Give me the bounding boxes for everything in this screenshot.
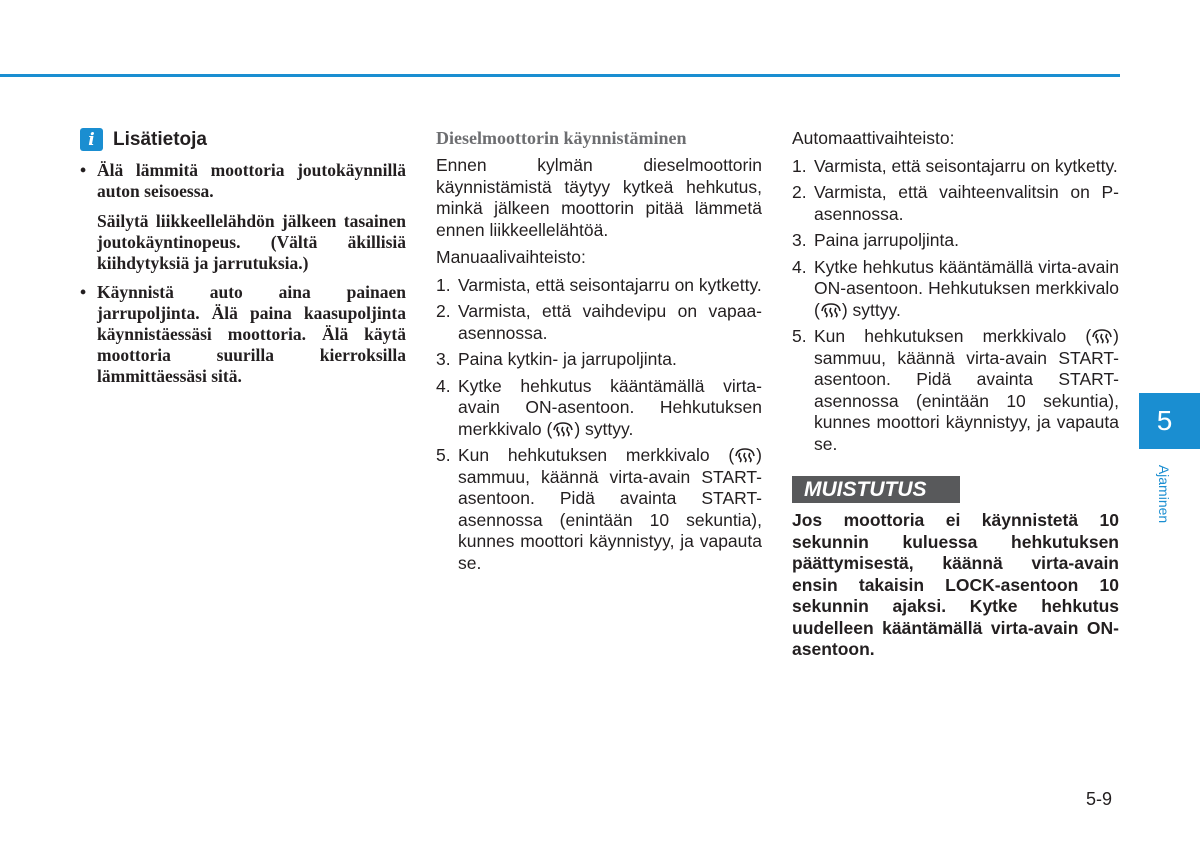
list-number: 3. — [792, 230, 807, 250]
notice-text: Jos moottoria ei käynnistetä 10 sekunnin kuluessa hehkutuksen päättymisestä, käännä virta-avain ensin takaisin LOCK-asentoon 10 sekunnin ajaksi. Kytke hehkutus uudelleen kääntämällä virta-avain ON-asentoon. — [792, 510, 1119, 659]
auto-label: Automaattivaihteisto: — [792, 128, 955, 148]
automatic-section — [792, 128, 1119, 661]
list-number: 4. — [436, 375, 451, 396]
manual-label: Manuaalivaihteisto: — [436, 247, 586, 267]
list-text — [814, 257, 1119, 322]
list-number: 1. — [436, 274, 451, 295]
notice-header — [792, 476, 1119, 503]
chapter-tab: 5 — [1139, 393, 1200, 449]
info-header — [80, 128, 406, 151]
list-text: Varmista, että seisontajarru on kytketty. — [458, 274, 762, 295]
list-item — [436, 301, 762, 344]
list-item — [436, 275, 762, 297]
list-text: Varmista, että seisontajarru on kytketty. — [814, 155, 1118, 176]
list-text-part: Kytke hehkutus kääntämällä virta-avain ON-asentoon. Hehkutuksen merkkivalo ( — [458, 375, 762, 439]
list-text: Paina jarrupoljinta. — [814, 230, 959, 250]
glow-plug-indicator-icon — [552, 421, 574, 437]
list-item — [792, 257, 1119, 322]
list-number: 1. — [792, 155, 807, 176]
info-box — [80, 128, 406, 396]
list-number: 3. — [436, 349, 451, 369]
list-text-part: ) syttyy. — [574, 418, 634, 439]
list-number: 2. — [792, 182, 807, 202]
list-number: 5. — [436, 445, 451, 465]
info-title: Lisätietoja — [113, 128, 207, 150]
notice-label: MUISTUTUS — [792, 476, 960, 503]
list-item — [436, 349, 762, 371]
page-number: 5-9 — [1086, 789, 1113, 809]
list-text: Varmista, että vaihdevipu on vapaa-asennossa. — [458, 301, 762, 343]
list-text — [814, 326, 1119, 455]
chapter-name: Ajaminen — [1156, 464, 1172, 524]
list-number: 2. — [436, 301, 451, 321]
list-text-part: Kytke hehkutus kääntämällä virta-avain ON-asentoon. Hehkutuksen merkkivalo ( — [814, 256, 1119, 320]
list-text — [458, 376, 762, 441]
diesel-section — [436, 128, 762, 579]
info-bullet-2: • Käynnistä auto aina painaen jarrupoljinta. Älä paina kaasupoljinta käynnistäessäsi moottoria. Älä käytä moottoria suurilla kierroksilla lämmittäessäsi sitä. — [80, 282, 406, 387]
list-text: Varmista, että vaihteenvalitsin on P-asennossa. — [814, 182, 1119, 224]
list-item — [436, 445, 762, 574]
list-text: Paina kytkin- ja jarrupoljinta. — [458, 349, 677, 369]
list-number: 5. — [792, 326, 807, 346]
top-rule — [0, 74, 1120, 77]
info-bullet-1: • Älä lämmitä moottoria joutokäynnillä auton seisoessa. — [80, 160, 406, 202]
list-text-part: ) syttyy. — [841, 299, 901, 320]
list-text-part: Kun hehkutuksen merkkivalo ( — [814, 326, 1092, 346]
list-item — [792, 182, 1119, 225]
list-item — [436, 376, 762, 441]
list-number: 4. — [792, 256, 807, 277]
glow-plug-indicator-icon — [1091, 328, 1113, 344]
list-item — [792, 156, 1119, 178]
list-item — [792, 326, 1119, 455]
section-intro: Ennen kylmän dieselmoottorin käynnistämistä täytyy kytkeä hehkutus, minkä jälkeen moottorin pitää lämmetä ennen liikkeellelähtöä. — [436, 155, 762, 240]
list-text-part: ) sammuu, käännä virta-avain START-asentoon. Pidä avainta START-asennossa (enintään 10 sekuntia), kunnes moottori käynnistyy, ja vapauta se. — [458, 445, 762, 573]
glow-plug-indicator-icon — [734, 447, 756, 463]
list-item — [792, 230, 1119, 252]
list-text-part: ) sammuu, käännä virta-avain START-asentoon. Pidä avainta START-asennossa (enintään 10 sekuntia), kunnes moottori käynnistyy, ja vapauta se. — [814, 326, 1119, 454]
list-text-part: Kun hehkutuksen merkkivalo ( — [458, 445, 735, 465]
glow-plug-indicator-icon — [820, 302, 842, 318]
list-text — [458, 445, 762, 574]
info-bullet-1-detail: Säilytä liikkeellelähdön jälkeen tasainen joutokäyntinopeus. (Vältä äkillisiä kiihdytyksiä ja jarrutuksia.) — [97, 211, 406, 273]
section-heading: Dieselmoottorin käynnistäminen — [436, 128, 687, 148]
info-icon: i — [80, 128, 103, 151]
